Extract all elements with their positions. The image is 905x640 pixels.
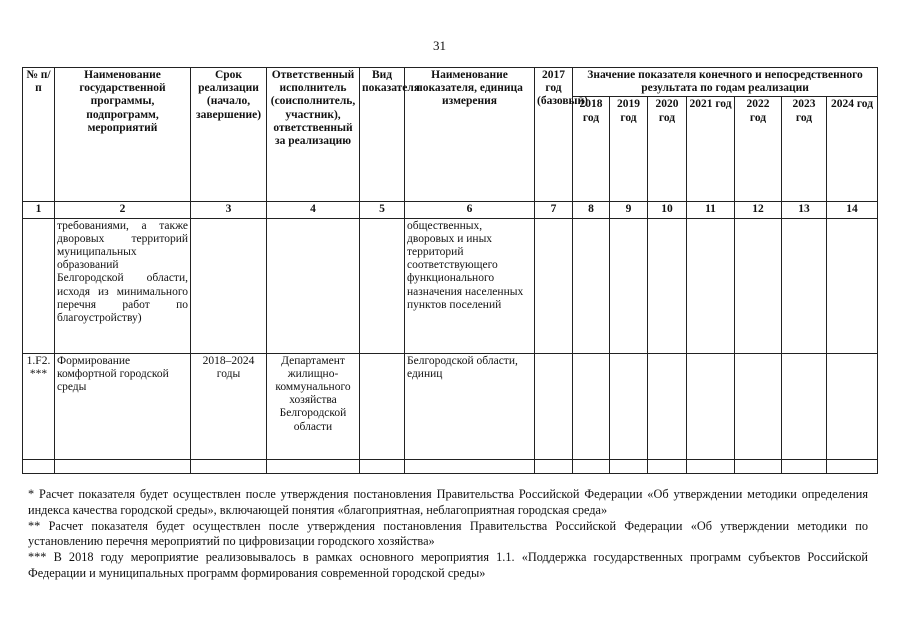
column-number: 5 <box>360 202 405 218</box>
table-row-empty <box>23 459 878 473</box>
header-values-group: Значение показателя конечного и непосредственного результата по годам реализации <box>573 68 878 97</box>
header-year-2019: 2019 год <box>610 97 648 202</box>
column-number: 14 <box>827 202 878 218</box>
table-row <box>23 353 878 459</box>
column-number: 9 <box>610 202 648 218</box>
header-row <box>23 68 878 97</box>
header-year-2018: 2018 год <box>573 97 610 202</box>
empty-cell <box>23 459 55 473</box>
column-numbers-row <box>23 202 878 218</box>
empty-cell <box>267 459 360 473</box>
program-indicators-table <box>22 67 878 474</box>
empty-cell <box>55 459 191 473</box>
row-number: 1.F2. *** <box>23 353 55 459</box>
value-cell <box>735 218 782 353</box>
header-program-name: Наименование государственной программы, подпрограмм, мероприятий <box>55 68 191 202</box>
header-responsible: Ответственный исполнитель (соисполнитель, участник), ответственный за реализацию <box>267 68 360 202</box>
value-cell <box>782 353 827 459</box>
value-cell <box>535 218 573 353</box>
header-year-2021: 2021 год <box>687 97 735 202</box>
row-indicator-kind <box>360 218 405 353</box>
row-indicator-name: Белгородской области, единиц <box>405 353 535 459</box>
empty-cell <box>573 459 610 473</box>
empty-cell <box>827 459 878 473</box>
column-number: 4 <box>267 202 360 218</box>
value-cell <box>573 353 610 459</box>
column-number: 13 <box>782 202 827 218</box>
row-program-name: Формирование комфортной городской среды <box>55 353 191 459</box>
value-cell <box>827 353 878 459</box>
header-year-2024: 2024 год <box>827 97 878 202</box>
value-cell <box>573 218 610 353</box>
column-number: 12 <box>735 202 782 218</box>
value-cell <box>687 353 735 459</box>
value-cell <box>648 353 687 459</box>
row-responsible: Департамент жилищно-коммунального хозяйства Белгородской области <box>267 353 360 459</box>
row-program-name: требованиями, а также дворовых территорий муниципальных образований Белгородской области, исходя из минимального перечня работ по благоустройству) <box>55 218 191 353</box>
column-number: 10 <box>648 202 687 218</box>
value-cell <box>610 353 648 459</box>
value-cell <box>827 218 878 353</box>
value-cell <box>648 218 687 353</box>
value-cell <box>687 218 735 353</box>
row-indicator-kind <box>360 353 405 459</box>
column-number: 3 <box>191 202 267 218</box>
empty-cell <box>610 459 648 473</box>
page-number: 31 <box>433 38 446 53</box>
value-cell <box>782 218 827 353</box>
header-year-2020: 2020 год <box>648 97 687 202</box>
row-indicator-name: общественных, дворовых и иных территорий соответствующего функционального назначения населенных пунктов поселений <box>405 218 535 353</box>
empty-cell <box>360 459 405 473</box>
header-year-2023: 2023 год <box>782 97 827 202</box>
column-number: 6 <box>405 202 535 218</box>
empty-cell <box>405 459 535 473</box>
empty-cell <box>535 459 573 473</box>
column-number: 8 <box>573 202 610 218</box>
row-number <box>23 218 55 353</box>
value-cell <box>610 218 648 353</box>
header-indicator-kind: Вид показателя <box>360 68 405 202</box>
column-number: 11 <box>687 202 735 218</box>
value-cell <box>735 353 782 459</box>
footnote-3: *** В 2018 году мероприятие реализовывалось в рамках основного мероприятия 1.1. «Поддержка государственных программ субъектов Российской Федерации и муниципальных программ формирования современной городской среды» <box>28 550 868 580</box>
row-term <box>191 218 267 353</box>
footnote-1: * Расчет показателя будет осуществлен после утверждения постановления Правительства Российской Федерации «Об утверждении методики определения индекса качества городской среды», включающей понятия «благоприятная, неблагоприятная городская среда» <box>28 487 868 517</box>
empty-cell <box>191 459 267 473</box>
header-term: Срок реализации (начало, завершение) <box>191 68 267 202</box>
empty-cell <box>687 459 735 473</box>
column-number: 2 <box>55 202 191 218</box>
header-indicator-name: Наименование показателя, единица измерения <box>405 68 535 202</box>
footnotes <box>28 487 868 582</box>
header-no: № п/п <box>23 68 55 202</box>
column-number: 1 <box>23 202 55 218</box>
empty-cell <box>782 459 827 473</box>
value-cell <box>535 353 573 459</box>
footnote-2: ** Расчет показателя будет осуществлен после утверждения постановления Правительства Российской Федерации «Об утверждении методики по установлению перечня мероприятий по цифровизации городского хозяйства» <box>28 518 868 549</box>
empty-cell <box>735 459 782 473</box>
row-term: 2018–2024 годы <box>191 353 267 459</box>
header-base-year: 2017 год (базовый) <box>535 68 573 202</box>
empty-cell <box>648 459 687 473</box>
row-responsible <box>267 218 360 353</box>
header-year-2022: 2022 год <box>735 97 782 202</box>
column-number: 7 <box>535 202 573 218</box>
table-row <box>23 218 878 353</box>
